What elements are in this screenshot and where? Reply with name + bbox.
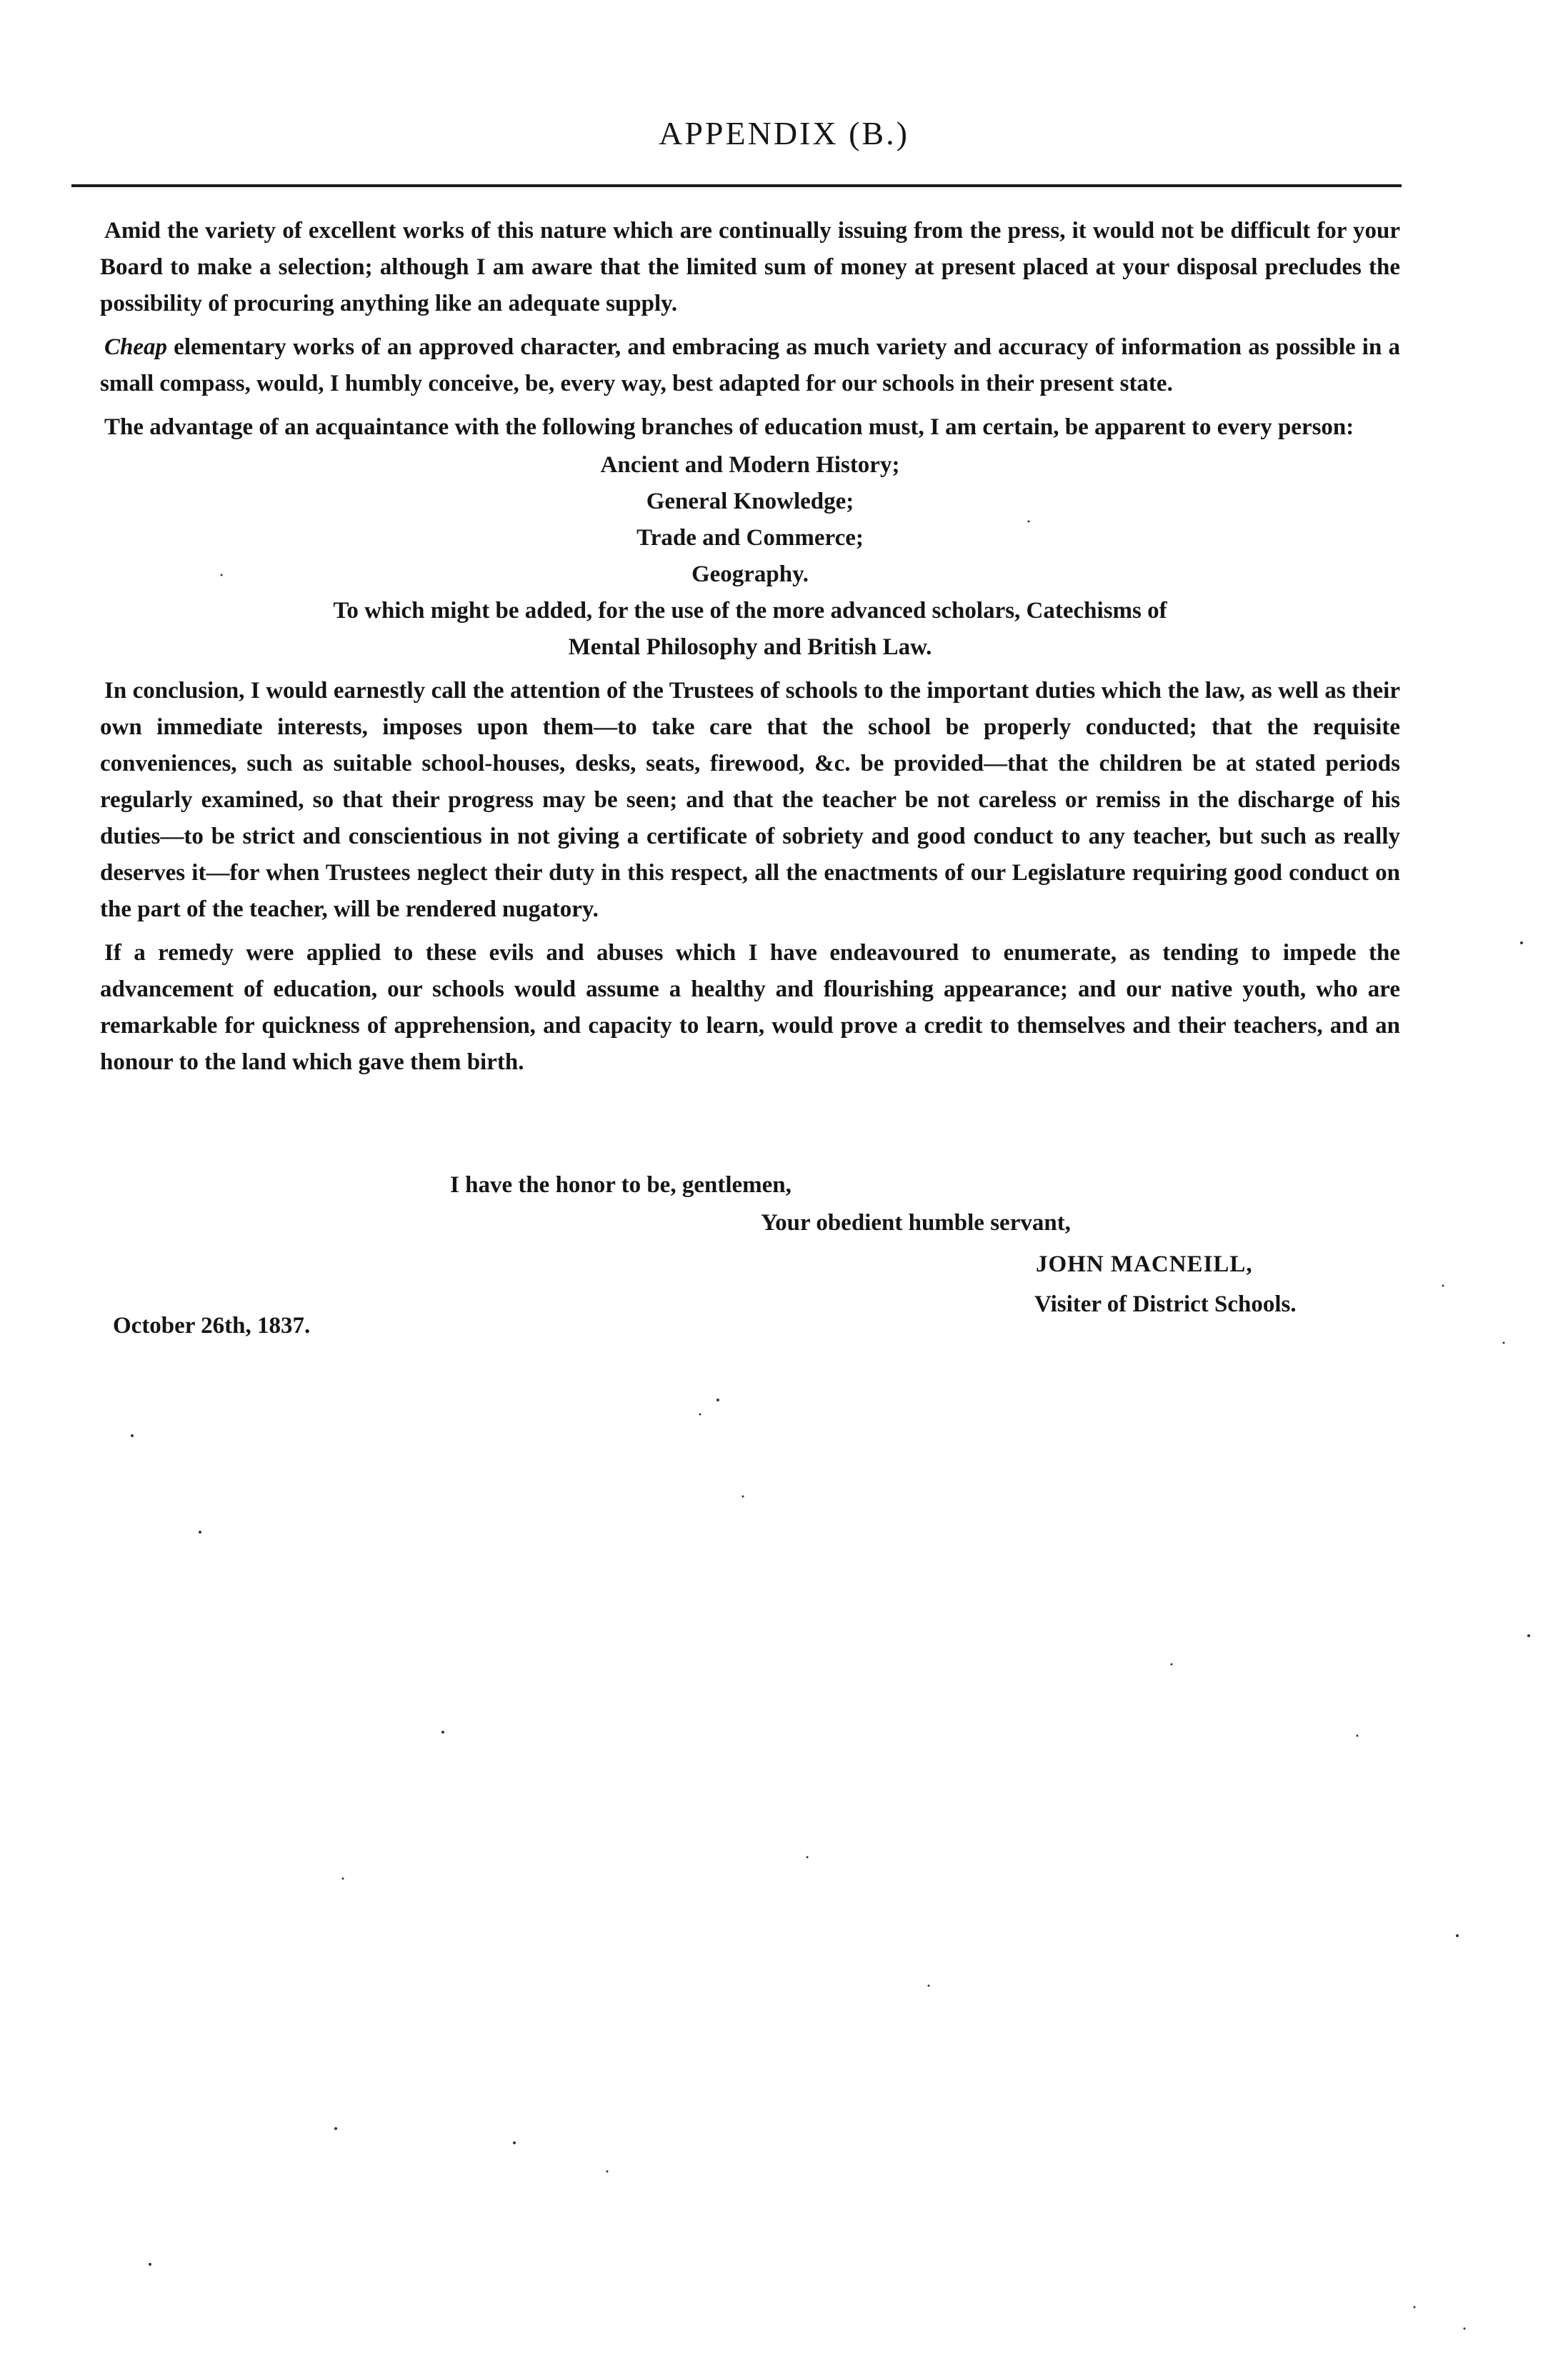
heading-rule: [71, 184, 1402, 187]
signatory-title: Visiter of District Schools.: [1034, 1291, 1297, 1317]
letter-date: October 26th, 1837.: [113, 1313, 311, 1339]
paragraph-conclusion: In conclusion, I would earnestly call the attention of the Trustees of schools to the important duties which the law, as well as their own immediate interests, imposes upon them—to take care that the school be properly conducted; that the requisite conveniences, such as suitable school-houses, desks, seats, firewood, &c. be provided—that the children be at stated periods regularly examined, so that their progress may be seen; and that the teacher be not careless or remiss in the discharge of his duties—to be strict and conscientious in not giving a certificate of sobriety and good conduct to any teacher, but such as really deserves it—for when Trustees neglect their duty in this respect, all the enactments of our Legislature requiring good conduct on the part of the teacher, will be rendered nugatory.: [100, 678, 1400, 922]
page-heading: APPENDIX (B.): [659, 115, 909, 151]
paragraph-advantage: [100, 409, 1400, 446]
addition-line-1: To which might be added, for the use of the more advanced scholars, Catechisms of: [333, 598, 1167, 624]
branch-item: Trade and Commerce;: [636, 525, 864, 551]
paragraph-text: elementary works of an approved character, and embracing as much variety and accuracy of information as possible in a small compass, would, I humbly conceive, be, every way, best adapted for our schools in their present state.: [100, 334, 1400, 396]
letter-body: [100, 213, 1400, 1088]
paragraph-cheap-works: [100, 329, 1400, 402]
paragraph-remedy: If a remedy were applied to these evils and abuses which I have endeavoured to enumerate, as tending to impede the advancement of education, our schools would assume a healthy and flourishing appearance; and our native youth, who are remarkable for quickness of apprehension, and capacity to learn, would prove a credit to themselves and their teachers, and an honour to the land which gave them birth.: [100, 940, 1400, 1075]
italic-lead-word: Cheap: [104, 334, 168, 360]
signatory-name: JOHN MACNEILL,: [1036, 1251, 1253, 1277]
paragraph-text: Amid the variety of excellent works of this nature which are continually issuing from the press, it would not be difficult for your Board to make a selection; although I am aware that the limited sum of money at present placed at your disposal precludes the possibility of procuring anything like an adequate supply.: [100, 218, 1400, 316]
paragraph-selection: [100, 213, 1400, 322]
closing-line: I have the honor to be, gentlemen,: [450, 1172, 792, 1198]
paragraph-text: The advantage of an acquaintance with the following branches of education must, I am certain, be apparent to every person:: [104, 414, 1354, 440]
valediction-line: Your obedient humble servant,: [761, 1210, 1071, 1236]
branch-item: General Knowledge;: [646, 489, 854, 514]
branch-item: Geography.: [691, 561, 809, 587]
addition-line-2: Mental Philosophy and British Law.: [568, 634, 932, 660]
branch-item: Ancient and Modern History;: [600, 452, 900, 478]
branches-list: [100, 447, 1400, 593]
